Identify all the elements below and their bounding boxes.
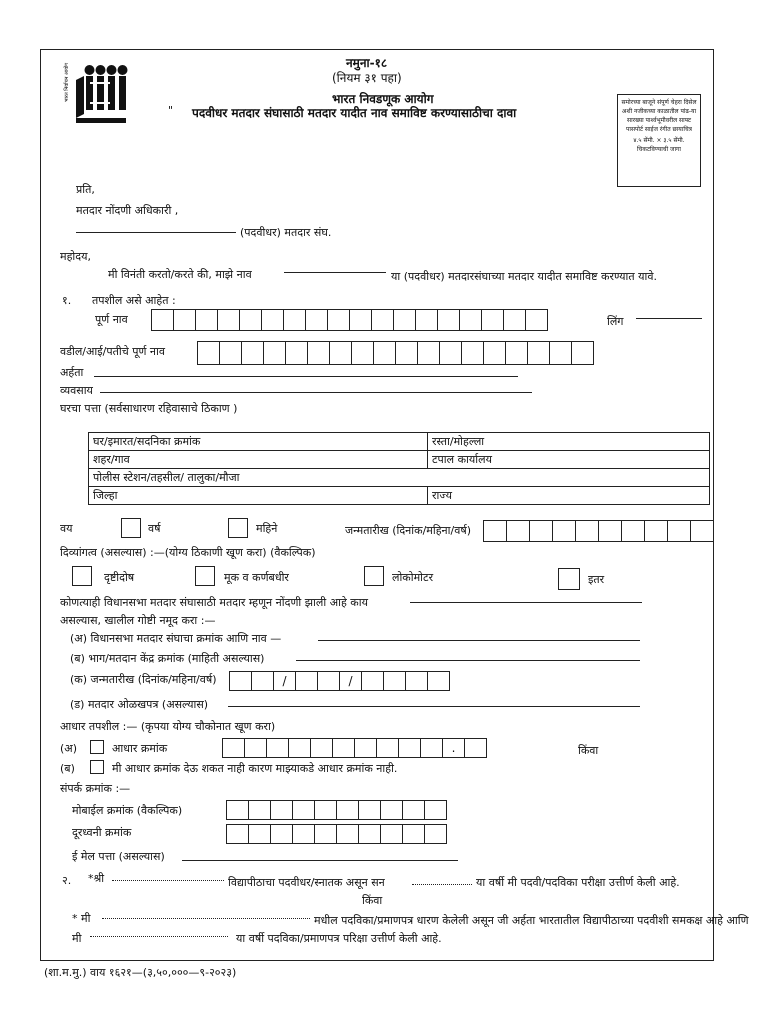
eci-logo (62, 62, 134, 134)
relname-cell[interactable] (197, 341, 220, 365)
dob-cell[interactable] (552, 520, 576, 542)
fullname-cell[interactable] (173, 309, 196, 331)
state-cell[interactable] (428, 487, 710, 505)
relname-cell[interactable] (329, 341, 352, 365)
mobile-cell[interactable] (424, 800, 447, 820)
dob-cell[interactable] (575, 520, 599, 542)
fullname-cell[interactable] (459, 309, 482, 331)
mobile-cell[interactable] (336, 800, 359, 820)
prior-b: (ब) भाग/मतदान केंद्र क्रमांक (माहिती असल्यास) (70, 652, 265, 665)
applicant-name-line[interactable] (284, 272, 386, 273)
fullname-cell[interactable] (195, 309, 218, 331)
aadhaar-cell[interactable] (244, 738, 267, 758)
prior-answer-line[interactable] (410, 602, 642, 603)
address-table (88, 432, 710, 505)
dob-cell[interactable] (529, 520, 553, 542)
relname-cell[interactable] (307, 341, 330, 365)
aadhaar-b-prefix: (ब) (60, 762, 75, 775)
section2-line3: या वर्षी पदविका/प्रमाणपत्र परिक्षा उत्तीर्ण केली आहे. (236, 932, 442, 945)
mahoday: महोदय, (60, 250, 91, 263)
form-title: पदवीधर मतदार संघासाठी मतदार यादीत नाव समाविष्ट करण्यासाठीचा दावा (192, 106, 517, 120)
separator[interactable]: / (273, 671, 296, 691)
constituency-name-line[interactable] (76, 232, 236, 233)
dob-label: जन्मतारीख (दिनांक/महिना/वर्ष) (345, 524, 471, 537)
aadhaar-a-prefix: (अ) (60, 742, 77, 755)
relname-cell[interactable] (505, 341, 528, 365)
house-cell[interactable] (89, 433, 428, 451)
months-label: महिने (256, 522, 278, 535)
phone-cell[interactable] (336, 824, 359, 844)
section2-line1-mid: विद्यापीठाचा पदवीधर/स्नातक असून सन (228, 876, 385, 889)
phone-cell[interactable] (402, 824, 425, 844)
district-label: जिल्हा (93, 489, 118, 502)
fullname-cell[interactable] (261, 309, 284, 331)
phone-cell[interactable] (314, 824, 337, 844)
mobile-cell[interactable] (292, 800, 315, 820)
prior-dob-cell[interactable] (383, 671, 406, 691)
constituency-label: (पदवीधर) मतदार संघ. (240, 226, 332, 239)
relname-cell[interactable] (285, 341, 308, 365)
age-label: वय (60, 522, 73, 535)
photo-box[interactable] (617, 94, 701, 187)
mobile-cell[interactable] (402, 800, 425, 820)
section2-year-line[interactable] (412, 884, 472, 885)
town-cell[interactable] (89, 451, 428, 469)
dob-boxes[interactable] (484, 520, 714, 542)
relname-cell[interactable] (483, 341, 506, 365)
section2-mi-star: * मी (72, 912, 91, 925)
fullname-cell[interactable] (305, 309, 328, 331)
request-text-b: या (पदवीधर) मतदारसंघाच्या मतदार यादीत समाविष्ट करण्यात यावे. (391, 270, 658, 283)
qualification-label: अर्हता (60, 366, 84, 379)
prior-dob-cell[interactable] (317, 671, 340, 691)
post-cell[interactable] (428, 451, 710, 469)
relname-cell[interactable] (263, 341, 286, 365)
aadhaar-cell[interactable] (420, 738, 443, 758)
mobile-cell[interactable] (358, 800, 381, 820)
gender-line[interactable] (636, 318, 702, 319)
section2-university-line[interactable] (112, 880, 224, 881)
fullname-cell[interactable] (393, 309, 416, 331)
section1-number: १. (62, 294, 72, 307)
prior-question: कोणत्याही विधानसभा मतदार संघासाठी मतदार म्हणून नोंदणी झाली आहे काय (60, 596, 368, 609)
relname-cell[interactable] (439, 341, 462, 365)
aadhaar-boxes[interactable] (223, 738, 487, 758)
contact-label: संपर्क क्रमांक :— (60, 782, 131, 795)
separator[interactable]: . (442, 738, 465, 758)
fullname-cell[interactable] (151, 309, 174, 331)
post-label: टपाल कार्यालय (432, 453, 492, 466)
dob-cell[interactable] (690, 520, 714, 542)
prior-d-line[interactable] (228, 706, 640, 707)
section1-intro: तपशील असे आहेत : (92, 294, 176, 307)
dob-cell[interactable] (506, 520, 530, 542)
age-months-box[interactable] (228, 518, 248, 538)
phone-cell[interactable] (226, 824, 249, 844)
aadhaar-cell[interactable] (288, 738, 311, 758)
aadhaar-cell[interactable] (464, 738, 487, 758)
prior-dob-cell[interactable] (295, 671, 318, 691)
dob-cell[interactable] (483, 520, 507, 542)
phone-cell[interactable] (248, 824, 271, 844)
relname-cell[interactable] (461, 341, 484, 365)
fullname-cell[interactable] (239, 309, 262, 331)
phone-cell[interactable] (358, 824, 381, 844)
district-cell[interactable] (89, 487, 428, 505)
photo-size: ४.५ सेंमी. × ३.५ सेंमी. (633, 137, 685, 144)
photo-instruction: समोरच्या बाजूने संपूर्ण चेहरा दिसेल अशी नजीकच्या काळातील पांढ-या सारख्या पार्श्वभूमीवरील साफ्ट पासपोर्ट साईज रंगीत छायाचित्र (621, 99, 697, 133)
email-label: ई मेल पत्ता (असल्यास) (72, 850, 165, 863)
police-cell[interactable] (89, 469, 710, 487)
dob-cell[interactable] (621, 520, 645, 542)
aadhaar-cell[interactable] (266, 738, 289, 758)
section2-mi: मी (72, 932, 82, 945)
prior-c: (क) जन्मतारीख (दिनांक/महिना/वर्ष) (70, 673, 217, 686)
print-info: (शा.म.मु.) वाय १६२१—(३,५०,०००—९-२०२३) (44, 966, 237, 979)
section2-number: २. (62, 874, 72, 887)
mobile-cell[interactable] (380, 800, 403, 820)
org-name: भारत निवडणूक आयोग (332, 92, 434, 106)
speech-label: मूक व कर्णबधीर (224, 571, 289, 584)
occupation-label: व्यवसाय (60, 384, 93, 397)
aadhaar-cell[interactable] (398, 738, 421, 758)
street-label: रस्ता/मोहल्ला (432, 435, 485, 448)
mobile-boxes[interactable] (227, 800, 447, 820)
mobile-cell[interactable] (314, 800, 337, 820)
other-checkbox[interactable] (558, 568, 580, 590)
fullname-cell[interactable] (503, 309, 526, 331)
visual-checkbox[interactable] (72, 566, 92, 586)
fullname-cell[interactable] (349, 309, 372, 331)
relative-name-boxes[interactable] (198, 341, 594, 365)
relname-cell[interactable] (219, 341, 242, 365)
dob-cell[interactable] (667, 520, 691, 542)
dob-cell[interactable] (644, 520, 668, 542)
section2-line1-end: या वर्षी मी पदवी/पदविका परीक्षा उत्तीर्ण केली आहे. (476, 876, 680, 889)
title-bullet: " (168, 104, 174, 117)
section2-shri: *श्री (88, 872, 105, 885)
aadhaar-a-checkbox[interactable] (90, 740, 104, 754)
full-name-boxes[interactable] (152, 309, 548, 331)
dob-cell[interactable] (598, 520, 622, 542)
locomotor-label: लोकोमोटर (392, 571, 434, 584)
rule-ref: (नियम ३१ पहा) (332, 71, 402, 85)
state-label: राज्य (432, 489, 453, 502)
prior-if-yes: असल्यास, खालील गोष्टी नमूद करा :— (60, 614, 216, 627)
photo-paste-label: चिकटविण्याची जागा (637, 146, 681, 153)
relative-name-label: वडील/आई/पतीचे पूर्ण नाव (60, 345, 165, 358)
mobile-cell[interactable] (226, 800, 249, 820)
qualification-line[interactable] (94, 376, 518, 377)
prior-dob-cell[interactable] (229, 671, 252, 691)
section2-line2: मधील पदविका/प्रमाणपत्र धारण केलेली असून जी अर्हता भारतातील विद्यापीठाच्या पदवीशी समकक्ष आहे आणि (314, 914, 749, 927)
separator[interactable]: / (339, 671, 362, 691)
aadhaar-b-text: मी आधार क्रमांक देऊ शकत नाही कारण माझ्याकडे आधार क्रमांक नाही. (112, 762, 398, 775)
form-number: नमुना-१८ (346, 56, 388, 70)
aadhaar-label: आधार तपशील :— (कृपया योग्य चौकोनात खूण करा) (60, 720, 276, 733)
phone-cell[interactable] (424, 824, 447, 844)
aadhaar-cell[interactable] (310, 738, 333, 758)
aadhaar-cell[interactable] (332, 738, 355, 758)
disability-label: दिव्यांगत्व (असल्यास) :—(योग्य ठिकाणी खूण करा) (वैकल्पिक) (60, 546, 316, 559)
relname-cell[interactable] (571, 341, 594, 365)
speech-checkbox[interactable] (195, 566, 215, 586)
phone-cell[interactable] (380, 824, 403, 844)
house-label: घर/इमारत/सदनिका क्रमांक (93, 435, 201, 448)
gender-label: लिंग (607, 315, 624, 328)
aadhaar-cell[interactable] (354, 738, 377, 758)
prior-a: (अ) विधानसभा मतदार संघाचा क्रमांक आणि नाव — (70, 632, 282, 645)
phone-label: दूरध्वनी क्रमांक (72, 826, 132, 839)
relname-cell[interactable] (241, 341, 264, 365)
locomotor-checkbox[interactable] (364, 566, 384, 586)
fullname-cell[interactable] (283, 309, 306, 331)
phone-cell[interactable] (292, 824, 315, 844)
full-name-label: पूर्ण नाव (95, 313, 128, 326)
street-cell[interactable] (428, 433, 710, 451)
mobile-cell[interactable] (248, 800, 271, 820)
officer-line: मतदार नोंदणी अधिकारी , (76, 204, 179, 217)
prior-a-line[interactable] (318, 640, 640, 641)
phone-boxes[interactable] (227, 824, 447, 844)
prior-dob-cell[interactable] (427, 671, 450, 691)
prior-d: (ड) मतदार ओळखपत्र (असल्यास) (70, 698, 209, 711)
aadhaar-b-checkbox[interactable] (90, 760, 104, 774)
aadhaar-cell[interactable] (222, 738, 245, 758)
phone-cell[interactable] (270, 824, 293, 844)
section2-or: किंवा (362, 894, 383, 907)
fullname-cell[interactable] (371, 309, 394, 331)
relname-cell[interactable] (395, 341, 418, 365)
request-text-a: मी विनंती करतो/करते की, माझे नाव (108, 268, 252, 281)
relname-cell[interactable] (351, 341, 374, 365)
fullname-cell[interactable] (327, 309, 350, 331)
occupation-line[interactable] (100, 392, 532, 393)
prior-dob-cell[interactable] (405, 671, 428, 691)
fullname-cell[interactable] (217, 309, 240, 331)
prior-dob-boxes[interactable] (230, 671, 450, 691)
relname-cell[interactable] (417, 341, 440, 365)
fullname-cell[interactable] (525, 309, 548, 331)
mobile-cell[interactable] (270, 800, 293, 820)
prior-dob-cell[interactable] (361, 671, 384, 691)
years-label: वर्ष (148, 522, 161, 535)
prior-b-line[interactable] (296, 660, 640, 661)
fullname-cell[interactable] (481, 309, 504, 331)
police-label: पोलीस स्टेशन/तहसील/ तालुका/मौजा (93, 471, 240, 484)
logo-text: भारत निर्वाचन आयोग (64, 62, 70, 102)
other-label: इतर (588, 573, 605, 586)
fullname-cell[interactable] (437, 309, 460, 331)
mobile-label: मोबाईल क्रमांक (वैकल्पिक) (72, 804, 183, 817)
fullname-cell[interactable] (415, 309, 438, 331)
age-years-box[interactable] (121, 518, 141, 538)
town-label: शहर/गाव (93, 453, 130, 466)
prior-dob-cell[interactable] (251, 671, 274, 691)
relname-cell[interactable] (549, 341, 572, 365)
section2-institute-line[interactable] (102, 918, 310, 919)
aadhaar-cell[interactable] (376, 738, 399, 758)
relname-cell[interactable] (373, 341, 396, 365)
aadhaar-a-text: आधार क्रमांक (112, 742, 168, 755)
residence-label: घरचा पत्ता (सर्वसाधारण रहिवासाचे ठिकाण ) (60, 402, 238, 415)
relname-cell[interactable] (527, 341, 550, 365)
aadhaar-or: किंवा (578, 744, 599, 757)
visual-label: दृष्टीदोष (104, 571, 135, 584)
section2-year2-line[interactable] (90, 936, 228, 937)
prati: प्रति, (76, 183, 95, 196)
email-line[interactable] (182, 860, 458, 861)
